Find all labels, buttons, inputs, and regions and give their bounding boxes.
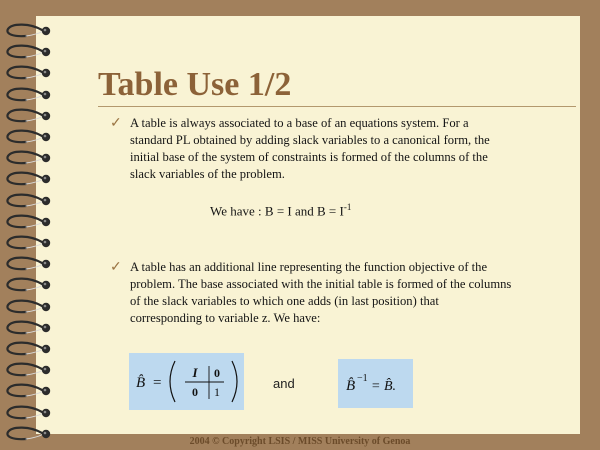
spiral-binding-ring-icon: [0, 213, 70, 233]
spiral-binding-ring-icon: [0, 276, 70, 296]
matrix-cell: 0: [214, 366, 220, 380]
formula-equals: =: [153, 375, 162, 391]
spiral-binding-ring-icon: [0, 298, 70, 318]
formula-lhs: B̂: [136, 375, 146, 391]
matrix-cell: I: [192, 365, 198, 380]
title-divider: [98, 106, 576, 107]
spiral-binding-ring-icon: [0, 86, 70, 106]
spiral-binding-ring-icon: [0, 192, 70, 212]
slide-title: Table Use 1/2: [98, 66, 292, 103]
equation-text: We have : B = I and B = I: [210, 203, 344, 219]
spiral-binding-ring-icon: [0, 404, 70, 424]
bullet-2-line: of the slack variables to which one adds (in last position) that: [130, 294, 439, 308]
matrix-cell: 0: [192, 385, 198, 399]
spiral-binding-ring-icon: [0, 107, 70, 127]
matrix-formula-box: [129, 353, 244, 410]
left-paren: [170, 361, 175, 402]
checkmark-bullet-icon: ✓: [110, 116, 122, 131]
spiral-binding-ring-icon: [0, 319, 70, 339]
checkmark-bullet-icon: ✓: [110, 260, 122, 275]
bullet-paragraph-2: [130, 259, 511, 327]
spiral-binding-ring-icon: [0, 361, 70, 381]
spiral-binding-ring-icon: [0, 43, 70, 63]
spiral-binding-ring-icon: [0, 382, 70, 402]
bullet-2-line: corresponding to variable z. We have:: [130, 311, 321, 325]
bullet-1-line: standard PL obtained by adding slack variables to a canonical form, the: [130, 133, 490, 147]
bullet-paragraph-1: [130, 115, 490, 183]
inverse-formula: [338, 359, 413, 408]
copyright-footer: 2004 © Copyright LSIS / MISS University of Genoa: [189, 436, 411, 447]
spiral-binding-ring-icon: [0, 149, 70, 169]
and-label: and: [273, 376, 295, 391]
inverse-formula-box: [338, 359, 413, 408]
matrix-formula: [129, 353, 244, 410]
inverse-rhs: = B̂.: [371, 379, 396, 394]
spiral-binding-ring-icon: [0, 255, 70, 275]
bullet-1-line: slack variables of the problem.: [130, 167, 285, 181]
bullet-2-line: A table has an additional line representing the function objective of the: [130, 260, 488, 274]
bullet-2-line: problem. The base associated with the initial table is formed of the columns: [130, 277, 512, 291]
spiral-binding-ring-icon: [0, 22, 70, 42]
bullet-1-line: initial base of the system of constraints is formed of the columns of the: [130, 150, 488, 164]
spiral-binding-ring-icon: [0, 170, 70, 190]
spiral-binding-ring-icon: [0, 128, 70, 148]
equation-superscript: -1: [343, 202, 352, 212]
right-paren: [232, 361, 237, 402]
base-equation: [210, 202, 351, 219]
bullet-1-line: A table is always associated to a base of an equations system. For a: [130, 116, 469, 130]
inverse-exponent: −1: [357, 373, 368, 384]
spiral-binding-ring-icon: [0, 64, 70, 84]
spiral-binding-ring-icon: [0, 234, 70, 254]
inverse-base: B̂: [346, 378, 356, 394]
matrix-cell: 1: [214, 385, 220, 399]
spiral-binding-ring-icon: [0, 340, 70, 360]
